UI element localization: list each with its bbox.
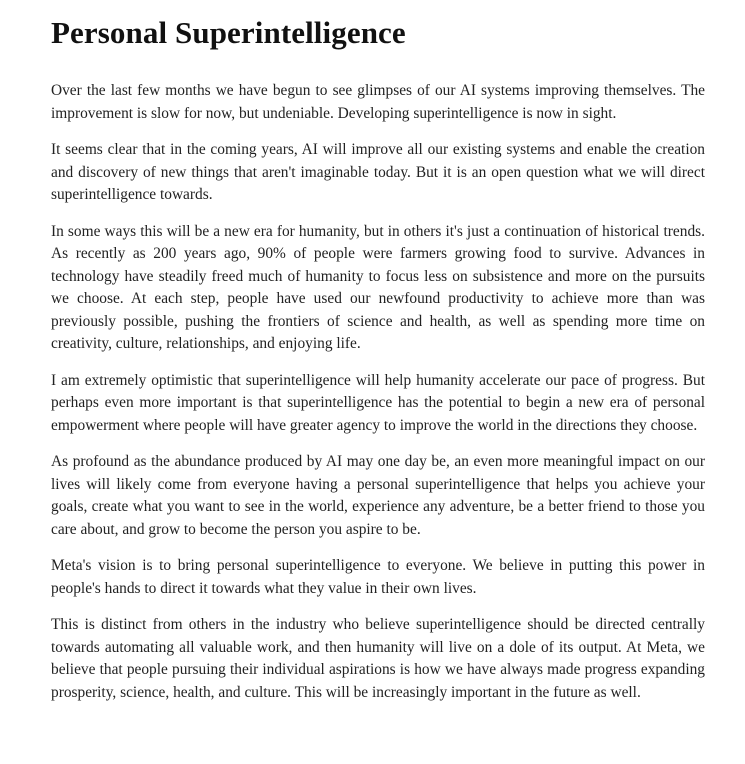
paragraph-3: In some ways this will be a new era for humanity, but in others it's just a continuation of historical trends. As recently as 200 years ago, 90% of people were farmers growing food to survive. Advances in technology have steadily freed much of humanity to focus less on subsistence and more on the pursuits we choose. At each step, people have used our newfound productivity to achieve more than was previously possible, pushing the frontiers of science and health, as well as spending more time on creativity, culture, relationships, and enjoying life. [51, 222, 705, 352]
paragraph-7: This is distinct from others in the industry who believe superintelligence should be directed centrally towards automating all valuable work, and then humanity will live on a dole of its output. At Meta, we believe that people pursuing their individual aspirations is how we have always made progress expanding prosperity, science, health, and culture. This will be increasingly important in the future as well. [51, 616, 705, 701]
paragraph-5: As profound as the abundance produced by AI may one day be, an even more meaningful impact on our lives will likely come from everyone having a personal superintelligence that helps you achieve your goals, create what you want to see in the world, experience any adventure, be a better friend to those you care about, and grow to become the person you aspire to be. [51, 453, 705, 538]
paragraph-6: Meta's vision is to bring personal superintelligence to everyone. We believe in putting this power in people's hands to direct it towards what they value in their own lives. [51, 557, 705, 597]
paragraph-1: Over the last few months we have begun to see glimpses of our AI systems improving themselves. The improvement is slow for now, but undeniable. Developing superintelligence is now in sight. [51, 82, 705, 122]
article-title: Personal Superintelligence [51, 15, 406, 50]
paragraph-2: It seems clear that in the coming years, AI will improve all our existing systems and enable the creation and discovery of new things that aren't imaginable today. But it is an open question what we will direct superintelligence towards. [51, 141, 705, 203]
paragraph-4: I am extremely optimistic that superintelligence will help humanity accelerate our pace of progress. But perhaps even more important is that superintelligence has the potential to begin a new era of personal empowerment where people will have greater agency to improve the world in the directions they choose. [51, 371, 705, 434]
